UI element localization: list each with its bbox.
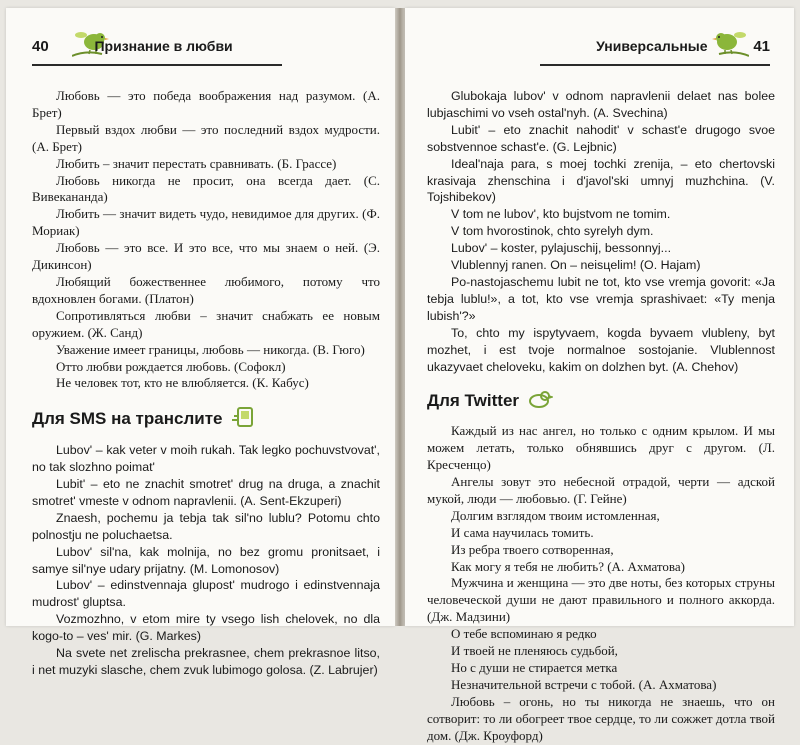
right-page [405,8,794,743]
verse-line: Но с души не стирается метка [451,660,618,675]
twitter-bird-icon [527,389,553,413]
book-gutter [395,8,405,626]
quote: Lubov' sil'na, kak molnija, no bez gromu pronitsaet, i samye sil'nye udary prijatny. (M. Lomonosov) [32,544,380,576]
left-page [6,8,395,677]
header-title: Универсальные [596,38,708,54]
quote: Po-nastojaschemu lubit ne tot, kto vse vremja govorit: «Ja tebja lublu!», a tot, kto vse vremja sprashivaet: «Ty menja lubish'?» [427,274,775,323]
quote: Любящий божественнее любимого, потому что вдохновлен богами. (Платон) [32,273,380,306]
quote: Любовь – огонь, но ты никогда не знаешь, что он сотворит: то ли обогреет твое сердце, то ли сожжет дотла твой дом. (Дж. Кроуфорд) [427,693,775,743]
verse-line: И сама научилась томить. [451,524,594,540]
quote: Glubokaja lubov' v odnom napravlenii delaet nas bolee lubjaschimi vo vseh ostal'nyh. (A. Svechina) [427,89,775,120]
page-number: 41 [753,38,770,55]
verse-line: Как могу я тебя не любить? (А. Ахматова) [451,558,685,574]
quote: Сопротивляться любви – значит снабжать ее новым оружием. (Ж. Санд) [32,307,380,340]
verse-line: V tom ne lubov', kto bujstvom ne tomim. [451,207,671,222]
quote: Lubov' – kak veter v moih rukah. Tak legko pochuvstvovat', no tak slozhno poimat' [32,443,380,475]
section-title: Для SMS на транслите [32,408,223,428]
quote: Любовь — это победа воображения над разумом. (А. Брет) [32,88,380,120]
quote: Любить – значит перестать сравнивать. (Б. Грассе) [56,155,337,171]
quote: Ideal'naja para, s moej tochki zrenija, – eto chertovski krasivaja zhenschina i d'javol'ski umnyj muzhchina. (V. Tojshibekov) [427,156,775,205]
quote: Мужчина и женщина — это две ноты, без которых струны человеческой души не дают правильного и полного аккорда. (Дж. Мадзини) [427,575,775,625]
page-header-right [596,38,770,64]
quote: Lubov' – edinstvennaja glupost' mudrogo i edinstvennaja mudrost' gluptsa. [32,578,380,610]
verse-line: V tom hvorostinok, chto syrelyh dym. [451,224,654,239]
left-body [32,88,380,679]
section-title: Для Twitter [427,390,520,410]
header-rule [540,64,770,66]
verse-line: Vlublennyj ranen. On – neisцelim! (O. Hajam) [451,258,701,273]
page-number: 40 [32,38,49,55]
quote: Ангелы зовут это небесной отрадой, черти — адской мукой, люди — любовью. (Г. Гейне) [427,474,775,506]
quote: Каждый из нас ангел, но только с одним крылом. И мы можем летать, только обнявшись друг с другом. (Л. Кресченцо) [427,423,775,473]
verse-line: Незначительной встречи с тобой. (А. Ахматова) [451,676,717,692]
verse-line: Из ребра твоего сотворенная, [451,541,614,557]
quote: Vozmozhno, v etom mire ty vsego lish chelovek, no dla kogo-to – ves' mir. (G. Markes) [32,612,380,644]
section-heading-sms [32,406,380,432]
quote: Любить — значит видеть чудо, невидимое для других. (Ф. Мориак) [32,206,380,239]
quote: Lubit' – eto ne znachit smotret' drug na druga, a znachit smotret' vmeste v odnom napravlenii. (A. Sent-Ekzuperi) [32,477,380,508]
quote: Отто любви рождается любовь. (Софокл) [56,358,286,374]
quote: Na svete net zrelischa prekrasnee, chem prekrasnoe litso, i net muzyki slasche, chem zvuk lubimogo golosa. (Z. Labrujer) [32,646,380,677]
quote: Не человек тот, кто не влюбляется. (К. Кабус) [56,375,309,391]
quote: To, chto my ispytyvaem, kogda byvaem vlubleny, byt mozhet, i est tvoje normalnoe sostojanie. Vlublennost ukazyvaet cheloveku, kakim on dolzhen byt. (A. Chehov) [427,325,775,374]
verse-line: Lubov' – koster, pylajuschij, bessonnyj... [451,241,672,256]
verse-line: И твоей не пленяюсь судьбой, [451,643,618,659]
right-body [427,88,775,745]
phone-icon [230,406,256,432]
section-heading-twitter [427,389,775,413]
verse-line: О тебе вспоминаю я редко [451,626,597,642]
quote: Любовь — это все. И это все, что мы знаем о ней. (Э. Дикинсон) [32,240,380,273]
quote: Любовь никогда не просит, она всегда дает. (С. Вивекананда) [32,172,380,205]
quote: Lubit' – eto znachit nahodit' v schast'e drugogo svoe sobstvennoe schast'e. (G. Lejbnic) [427,122,775,154]
quote: Уважение имеет границы, любовь — никогда. (В. Гюго) [56,341,365,357]
header-title: Признание в любви [94,38,233,54]
verse-line: Долгим взглядом твоим истомленная, [451,507,660,523]
quote: Первый вздох любви — это последний вздох мудрости. (А. Брет) [32,121,380,154]
header-rule [32,64,282,66]
quote: Znaesh, pochemu ja tebja tak sil'no lublu? Potomu chto polnostju ne poluchaetsa. [32,510,380,542]
page-header-left [32,38,233,64]
